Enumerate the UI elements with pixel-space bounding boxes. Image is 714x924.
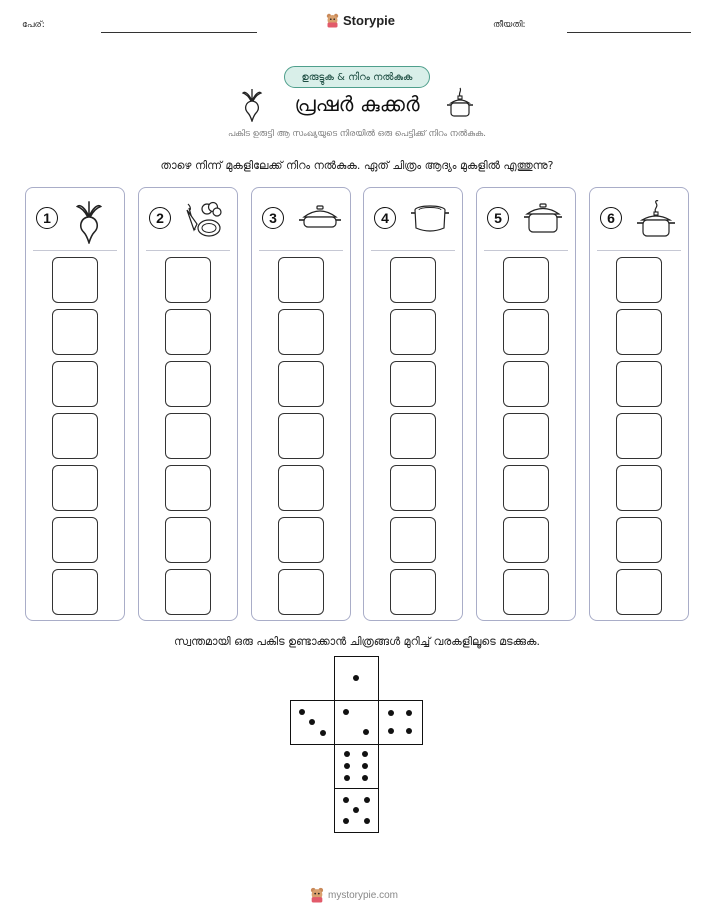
dice-instruction: സ്വന്തമായി ഒരു പകിട ഉണ്ടാക്കാൻ ചിത്രങ്ങൾ മുറിച്ച് വരകളിലൂടെ മടക്കുക. [174,635,540,648]
column-divider [33,250,117,251]
color-box[interactable] [503,413,549,459]
column-divider [597,250,681,251]
dice-pip [353,807,359,813]
dice-face-3 [290,700,335,745]
color-box[interactable] [165,309,211,355]
column-3 [251,187,351,621]
color-box[interactable] [52,569,98,615]
color-box[interactable] [616,257,662,303]
column-6 [589,187,689,621]
color-box[interactable] [165,517,211,563]
color-box[interactable] [278,569,324,615]
column-number: 6 [600,207,622,229]
color-box[interactable] [390,569,436,615]
page-title: പ്രഷർ കുക്കർ [294,92,420,116]
pot-with-food-icon [410,200,450,240]
column-header [139,188,237,250]
dice-face-6 [334,744,379,789]
color-box[interactable] [52,257,98,303]
column-header [590,188,688,250]
dice-pip [343,818,349,824]
column-number: 4 [374,207,396,229]
name-label: പേര്: [22,20,45,30]
color-box[interactable] [503,257,549,303]
dice-pip [299,709,305,715]
dice-pip [362,775,368,781]
column-divider [484,250,568,251]
name-line[interactable] [101,32,257,33]
dice-pip [363,729,369,735]
dice-face-1 [334,656,379,701]
column-number: 1 [36,207,58,229]
color-box[interactable] [52,413,98,459]
dice-pip [364,797,370,803]
brand-logo [326,13,395,28]
dice-pip [344,775,350,781]
column-instruction: താഴെ നിന്ന് മുകളിലേക്ക് നിറം നൽകുക. ഏത് ചിത്രം ആദ്യം മുകളിൽ എത്തുന്നു? [160,159,554,172]
color-box[interactable] [616,465,662,511]
color-box[interactable] [616,413,662,459]
color-box[interactable] [390,413,436,459]
column-header [364,188,462,250]
color-box[interactable] [165,361,211,407]
beetroot-icon [72,200,106,248]
date-line[interactable] [567,32,691,33]
column-header [26,188,124,250]
page-subtitle: പകിട ഉരുട്ടി ആ സംഖ്യയുടെ നിരയിൽ ഒരു പെട്ടിക്ക് നിറം നൽകുക. [228,129,486,139]
color-box[interactable] [165,569,211,615]
column-divider [146,250,230,251]
pressure-cooker-title-icon [446,86,474,120]
column-header [477,188,575,250]
color-box[interactable] [503,569,549,615]
dice-pip [320,730,326,736]
color-box[interactable] [278,517,324,563]
dice-pip [388,710,394,716]
column-4 [363,187,463,621]
dice-pip [344,751,350,757]
color-box[interactable] [52,309,98,355]
cooking-pot-icon [523,200,563,242]
color-box[interactable] [503,517,549,563]
date-label: തീയതി: [493,20,526,30]
brand-name: Storypie [343,13,396,28]
column-number: 3 [262,207,284,229]
pan-with-lid-icon [298,200,342,240]
dice-pip [406,728,412,734]
color-box[interactable] [616,517,662,563]
color-box[interactable] [616,569,662,615]
color-box[interactable] [278,309,324,355]
column-divider [371,250,455,251]
dice-pip [362,763,368,769]
column-number: 5 [487,207,509,229]
vegetables-icon [185,200,227,244]
dice-pip [362,751,368,757]
color-box[interactable] [390,257,436,303]
bear-mascot-footer-icon [310,887,324,903]
column-5 [476,187,576,621]
dice-pip [343,709,349,715]
dice-pip [344,763,350,769]
dice-pip [406,710,412,716]
color-box[interactable] [390,465,436,511]
color-box[interactable] [503,361,549,407]
dice-pip [353,675,359,681]
dice-pip [364,818,370,824]
activity-badge: ഉരുട്ടുക & നിറം നൽകുക [284,66,430,88]
color-box[interactable] [278,413,324,459]
dice-pip [388,728,394,734]
footer-url[interactable]: mystorypie.com [328,889,399,901]
dice-face-2 [334,700,379,745]
column-1 [25,187,125,621]
column-number: 2 [149,207,171,229]
column-divider [259,250,343,251]
color-box[interactable] [616,309,662,355]
color-box[interactable] [165,413,211,459]
color-box[interactable] [165,257,211,303]
color-box[interactable] [52,465,98,511]
color-box[interactable] [278,361,324,407]
steaming-pressure-cooker-icon [636,200,676,246]
dice-face-4 [378,700,423,745]
color-box[interactable] [503,465,549,511]
color-box[interactable] [390,309,436,355]
color-box[interactable] [278,465,324,511]
dice-face-5 [334,788,379,833]
column-header [252,188,350,250]
color-box[interactable] [52,361,98,407]
dice-pip [343,797,349,803]
dice-pip [309,719,315,725]
color-box[interactable] [390,517,436,563]
color-box[interactable] [278,257,324,303]
color-box[interactable] [165,465,211,511]
column-2 [138,187,238,621]
bear-mascot-icon [326,13,339,28]
color-box[interactable] [616,361,662,407]
color-box[interactable] [503,309,549,355]
color-box[interactable] [52,517,98,563]
footer [310,887,398,903]
color-box[interactable] [390,361,436,407]
